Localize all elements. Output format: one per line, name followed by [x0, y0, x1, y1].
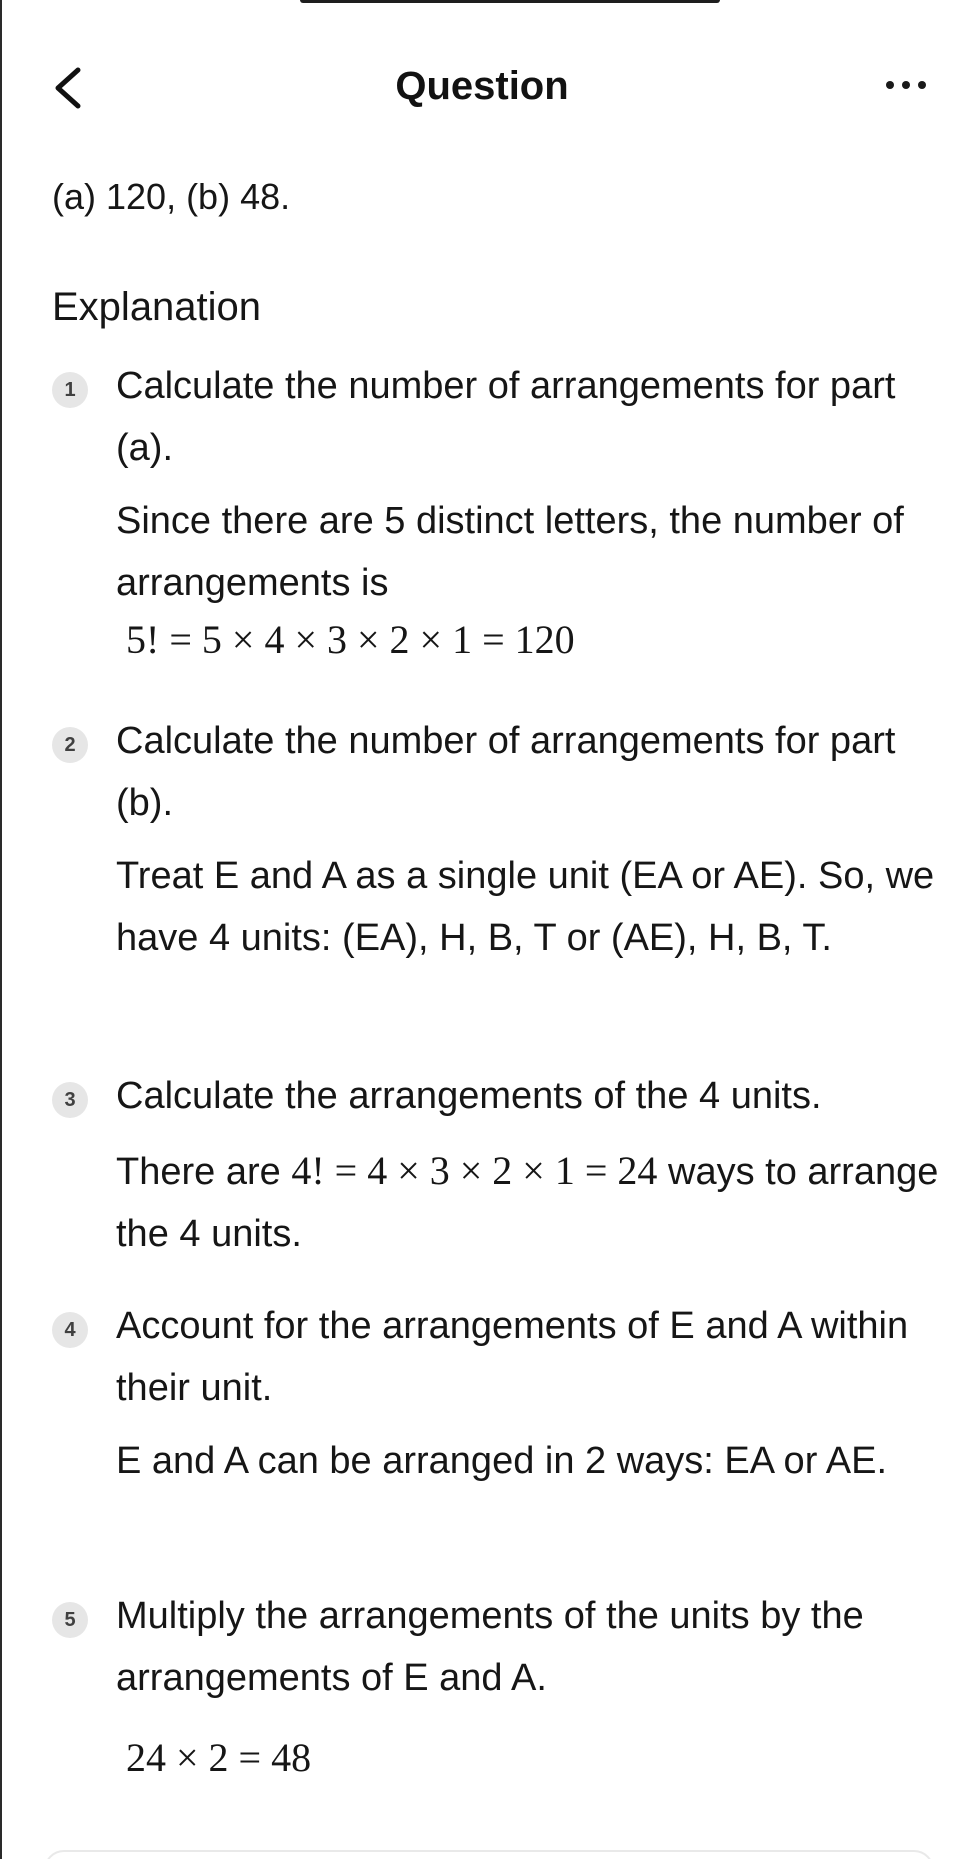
- more-horizontal-icon-dot: [902, 81, 910, 89]
- answer-text: (a) 120, (b) 48.: [52, 176, 291, 217]
- step-title: Account for the arrangements of E and A within their unit.: [116, 1305, 909, 1409]
- more-horizontal-icon: [886, 81, 894, 89]
- step-text: Treat E and A as a single unit (EA or AE). So, we have 4 units: (EA), H, B, T or (AE), H, B, T.: [116, 855, 935, 959]
- navigation-bar: [0, 0, 964, 150]
- explanation-title: Explanation: [52, 285, 262, 329]
- screen-edge: [0, 0, 2, 1859]
- step-title: Calculate the number of arrangements for part (b).: [116, 720, 896, 824]
- page-title: Question: [395, 64, 569, 108]
- step-number-badge: 1: [52, 372, 88, 408]
- step-number-badge: 2: [52, 727, 88, 763]
- step-number-badge: 4: [52, 1312, 88, 1348]
- step-number-badge: 5: [52, 1602, 88, 1638]
- math-expression: 24 × 2 = 48: [126, 1735, 312, 1780]
- more-horizontal-icon-dot: [918, 81, 926, 89]
- step-number-badge: 3: [52, 1082, 88, 1118]
- step-text: Since there are 5 distinct letters, the number of arrangements is: [116, 500, 904, 604]
- step-text: E and A can be arranged in 2 ways: EA or AE.: [116, 1440, 888, 1482]
- step-text-before: There are: [116, 1151, 281, 1193]
- more-options-button[interactable]: [868, 68, 940, 102]
- step-title: Multiply the arrangements of the units by the arrangements of E and A.: [116, 1595, 864, 1699]
- math-expression: 4! = 4 × 3 × 2 × 1 = 24: [291, 1148, 658, 1193]
- math-expression: 5! = 5 × 4 × 3 × 2 × 1 = 120: [126, 617, 575, 662]
- step-title: Calculate the arrangements of the 4 units.: [116, 1075, 822, 1117]
- step-title: Calculate the number of arrangements for part (a).: [116, 365, 896, 469]
- bottom-card: [44, 1850, 934, 1859]
- step-text-after: ways to arrange the 4 units.: [116, 1151, 939, 1255]
- step-text: [116, 1140, 946, 1265]
